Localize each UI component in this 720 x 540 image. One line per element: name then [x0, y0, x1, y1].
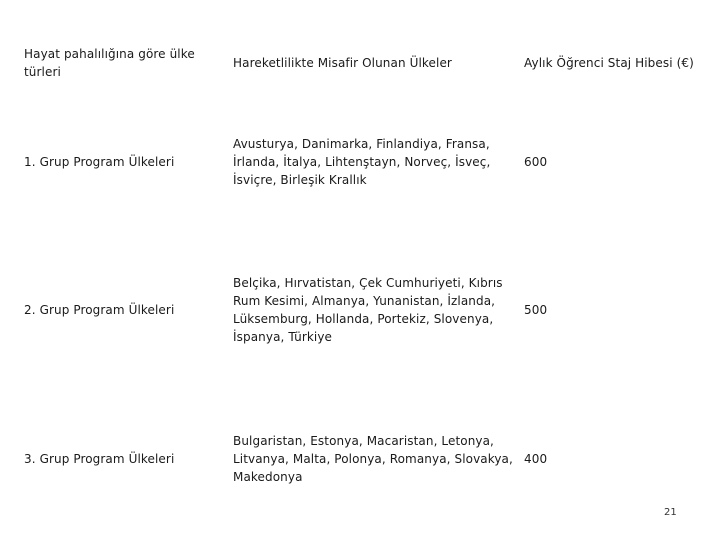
countries-line: Avusturya, Danimarka, Finlandiya, Fransa, [233, 137, 490, 151]
countries-line: İsviçre, Birleşik Krallık [233, 173, 367, 187]
row-grant-value: 500 [524, 303, 548, 317]
header-country-types-line: Hayat pahalılığına göre ülke [24, 47, 195, 61]
row-group-label: 3. Grup Program Ülkeleri [24, 452, 175, 466]
row-countries [233, 274, 518, 346]
page-number: 21 [664, 507, 677, 518]
header-monthly-grant: Aylık Öğrenci Staj Hibesi (€) [524, 56, 694, 70]
row-countries [233, 135, 518, 189]
row-grant-value: 400 [524, 452, 548, 466]
row-countries [233, 432, 518, 486]
countries-line: Rum Kesimi, Almanya, Yunanistan, İzlanda, [233, 294, 496, 308]
header-country-types-line: türleri [24, 65, 61, 79]
countries-line: Bulgaristan, Estonya, Macaristan, Letonya, [233, 434, 494, 448]
header-host-countries: Hareketlilikte Misafir Olunan Ülkeler [233, 56, 452, 70]
countries-line: İrlanda, İtalya, Lihtenştayn, Norveç, İsveç, [233, 155, 491, 169]
countries-line: İspanya, Türkiye [233, 330, 333, 344]
row-group-label: 1. Grup Program Ülkeleri [24, 155, 175, 169]
row-group-label: 2. Grup Program Ülkeleri [24, 303, 175, 317]
countries-line: Makedonya [233, 470, 303, 484]
countries-line: Lüksemburg, Hollanda, Portekiz, Slovenya, [233, 312, 494, 326]
header-country-types [24, 45, 219, 81]
countries-line: Belçika, Hırvatistan, Çek Cumhuriyeti, Kıbrıs [233, 276, 503, 290]
countries-line: Litvanya, Malta, Polonya, Romanya, Slovakya, [233, 452, 513, 466]
row-grant-value: 600 [524, 155, 548, 169]
